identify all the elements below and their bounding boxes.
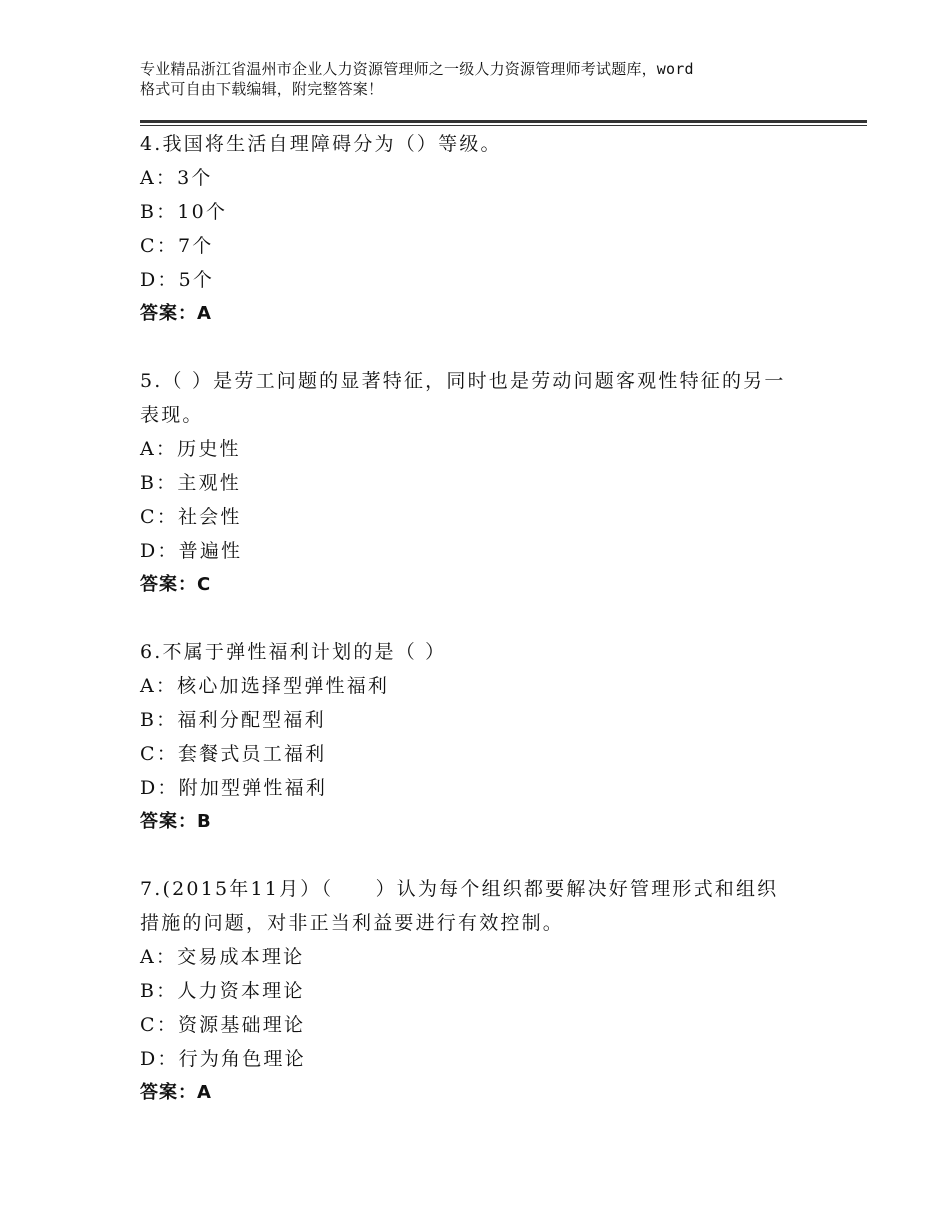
answer-label: 答案：C — [140, 574, 212, 595]
question-text: 5.（ ）是劳工问题的显著特征，同时也是劳动问题客观性特征的另一 — [140, 370, 786, 392]
option-c: C：7个 — [140, 235, 214, 257]
question-text: 7.(2015年11月）（ ）认为每个组织都要解决好管理形式和组织 — [140, 878, 779, 900]
option-c: C：社会性 — [140, 506, 242, 528]
option-d: D：附加型弹性福利 — [140, 777, 328, 799]
answer-label: 答案：A — [140, 303, 212, 324]
header-line-2: 格式可自由下载编辑，附完整答案！ — [140, 80, 384, 98]
option-b: B：福利分配型福利 — [140, 709, 326, 731]
option-c: C：套餐式员工福利 — [140, 743, 327, 765]
option-d: D：行为角色理论 — [140, 1048, 306, 1070]
answer-label: 答案：B — [140, 811, 212, 832]
option-d: D：普遍性 — [140, 540, 243, 562]
option-b: B：主观性 — [140, 472, 241, 494]
answer-label: 答案：A — [140, 1082, 212, 1103]
question-text-continued: 表现。 — [140, 404, 204, 426]
option-c: C：资源基础理论 — [140, 1014, 306, 1036]
option-a: A：历史性 — [140, 438, 241, 460]
option-d: D：5个 — [140, 269, 215, 291]
option-b: B：10个 — [140, 201, 228, 223]
question-5 — [140, 364, 840, 602]
document-header — [140, 59, 840, 99]
question-text-continued: 措施的问题，对非正当利益要进行有效控制。 — [140, 912, 565, 934]
question-4 — [140, 127, 840, 331]
question-text: 4.我国将生活自理障碍分为（）等级。 — [140, 133, 502, 155]
header-line-1: 专业精品浙江省温州市企业人力资源管理师之一级人力资源管理师考试题库，word — [140, 60, 694, 78]
option-b: B：人力资本理论 — [140, 980, 305, 1002]
option-a: A：交易成本理论 — [140, 946, 305, 968]
header-divider-thin — [140, 125, 867, 126]
option-a: A：核心加选择型弹性福利 — [140, 675, 390, 697]
header-divider-thick — [140, 120, 867, 123]
question-7 — [140, 872, 840, 1110]
question-list — [140, 127, 840, 1143]
question-text: 6.不属于弹性福利计划的是（ ） — [140, 641, 447, 663]
option-a: A：3个 — [140, 167, 213, 189]
question-6 — [140, 635, 840, 839]
